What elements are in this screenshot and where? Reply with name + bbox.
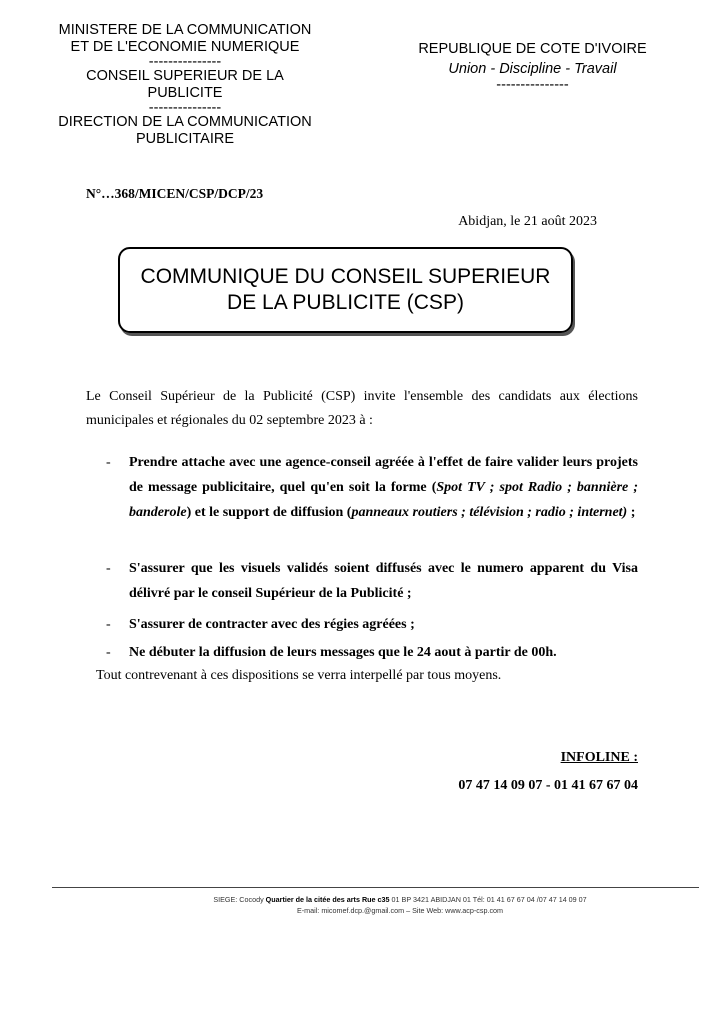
footer-address <box>120 894 680 905</box>
footer-contact <box>120 905 680 916</box>
closing-statement: Tout contrevenant à ces dispositions se verra interpellé par tous moyens. <box>96 668 502 683</box>
bullet-text: S'assurer que les visuels validés soient diffusés avec le numero apparent du Visa délivré par le conseil Supérieur de la Publicité ; <box>129 561 638 601</box>
intro-paragraph: Le Conseil Supérieur de la Publicité (CSP) invite l'ensemble des candidats aux élections municipales et régionales du 02 septembre 2023 à : <box>86 389 638 428</box>
footer <box>120 894 680 916</box>
footer-divider <box>52 887 699 888</box>
footer-text-bold: Quartier de la citée des arts Rue c35 <box>265 895 390 904</box>
ministry-line-1: MINISTERE DE LA COMMUNICATION <box>58 22 312 38</box>
separator: --------------- <box>496 77 569 93</box>
separator: --------------- <box>148 100 222 116</box>
bullet-text-italic: Spot TV ; spot Radio ; bannière ; banderole <box>129 480 638 520</box>
bullet-text-part: Prendre attache avec une agence-conseil agréée à l'effet de faire valider leurs projets de message publicitaire, quel qu'en soit la forme ( <box>129 455 638 495</box>
bullet-dash: - <box>106 645 111 660</box>
reference-number: N°…368/MICEN/CSP/DCP/23 <box>86 186 264 201</box>
bullet-text-part: ; <box>627 505 636 520</box>
republic-header <box>400 39 665 91</box>
title-line-2: DE LA PUBLICITE (CSP) <box>227 291 464 314</box>
bullet-dash: - <box>106 617 111 632</box>
communique-title <box>118 264 573 316</box>
bullet-text <box>129 450 638 525</box>
direction-line-2: PUBLICITAIRE <box>135 131 235 147</box>
footer-email-link[interactable]: micomef.dcp.@gmail.com <box>321 906 405 915</box>
bullet-text: Ne débuter la diffusion de leurs messages que le 24 aout à partir de 00h. <box>129 645 557 660</box>
footer-text: SIEGE: Cocody <box>213 895 266 904</box>
document-date: Abidjan, le 21 août 2023 <box>458 214 597 229</box>
footer-text: 01 BP 3421 ABIDJAN 01 Tél: 01 41 67 67 04 /07 47 14 09 07 <box>389 895 587 904</box>
title-line-1: COMMUNIQUE DU CONSEIL SUPERIEUR <box>140 265 551 288</box>
footer-text: E-mail: <box>296 906 322 915</box>
footer-website: – Site Web: www.acp-csp.com <box>404 906 504 915</box>
country-name: REPUBLIQUE DE COTE D'IVOIRE <box>418 41 647 57</box>
separator: --------------- <box>148 54 222 70</box>
ministry-line-2: ET DE L'ECONOMIE NUMERIQUE <box>70 39 300 55</box>
infoline-label: INFOLINE : <box>560 750 638 765</box>
council-line-2: PUBLICITE <box>147 85 223 101</box>
direction-line-1: DIRECTION DE LA COMMUNICATION <box>58 114 312 130</box>
bullet-text-italic: panneaux routiers ; télévision ; radio ; internet) <box>351 505 628 520</box>
national-motto: Union - Discipline - Travail <box>448 61 617 77</box>
infoline-phone-numbers: 07 47 14 09 07 - 01 41 67 67 04 <box>458 778 638 793</box>
bullet-text: S'assurer de contracter avec des régies agréées ; <box>129 617 415 632</box>
ministry-header <box>40 22 330 148</box>
council-line-1: CONSEIL SUPERIEUR DE LA <box>86 68 284 84</box>
bullet-dash: - <box>106 561 111 576</box>
bullet-text-part: ) et le support de diffusion ( <box>186 505 352 520</box>
bullet-dash: - <box>106 455 111 470</box>
